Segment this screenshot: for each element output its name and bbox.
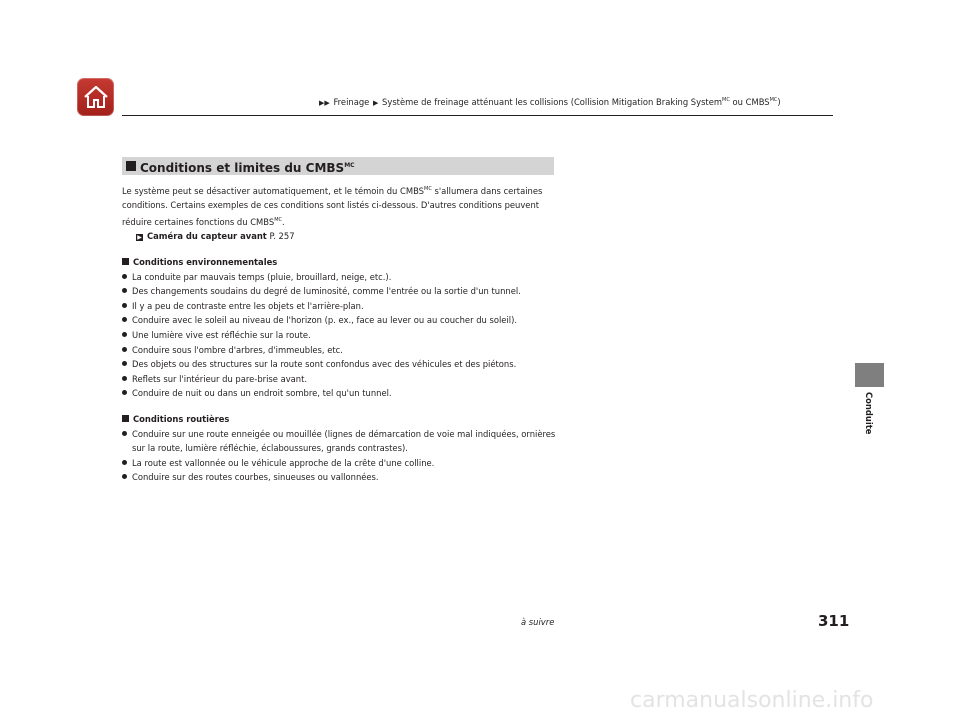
list-item: Des changements soudains du degré de luminosité, comme l'entrée ou la sortie d'un tunnel. bbox=[122, 284, 567, 299]
section-title: Conditions et limites du $CMBS^{MC}$ bbox=[140, 161, 355, 175]
main-content bbox=[122, 182, 567, 485]
list-item: Conduire avec le soleil au niveau de l'horizon (p. ex., face au lever ou au coucher du soleil). bbox=[122, 313, 567, 328]
chapter-tab[interactable] bbox=[855, 363, 884, 387]
page-number: 311 bbox=[818, 612, 850, 630]
reference-arrow-icon: ▶ bbox=[137, 234, 142, 242]
breadcrumb-item-cmbs[interactable]: Système de freinage atténuant les collisions (Collision Mitigation Braking System$^{MC}$ ou $CMBS^{MC}$) bbox=[382, 96, 781, 107]
breadcrumb bbox=[318, 95, 781, 109]
list-item: Conduire de nuit ou dans un endroit sombre, tel qu'un tunnel. bbox=[122, 386, 567, 401]
list-item: Conduire sur une route enneigée ou mouillée (lignes de démarcation de voie mal indiquées, ornières sur la route, lumière réfléchie, éclaboussures, grands contrastes). bbox=[122, 427, 567, 456]
cross-reference-link[interactable]: ▶ Caméra du capteur avant P. 257 bbox=[137, 231, 295, 242]
home-button[interactable] bbox=[77, 78, 114, 116]
square-bullet-icon bbox=[122, 258, 129, 265]
breadcrumb-item-freinage[interactable]: Freinage bbox=[333, 96, 370, 107]
continued-label: à suivre bbox=[521, 617, 555, 627]
list-item: La route est vallonnée ou le véhicule approche de la crête d'une colline. bbox=[122, 456, 567, 471]
list-item: Conduire sous l'ombre d'arbres, d'immeubles, etc. bbox=[122, 343, 567, 358]
watermark: carmanualsonline.info bbox=[630, 688, 874, 713]
square-bullet-icon bbox=[126, 161, 136, 171]
square-bullet-icon bbox=[122, 415, 129, 422]
section-header bbox=[122, 157, 554, 175]
list-item: Une lumière vive est réfléchie sur la route. bbox=[122, 328, 567, 343]
env-conditions-list bbox=[122, 270, 567, 401]
breadcrumb-arrow-icon: ▶▶ bbox=[319, 98, 330, 107]
chapter-tab-label: Conduite bbox=[864, 392, 874, 435]
list-item: Conduire sur des routes courbes, sinueuses ou vallonnées. bbox=[122, 470, 567, 485]
list-item: Il y a peu de contraste entre les objets et l'arrière-plan. bbox=[122, 299, 567, 314]
list-item: Reflets sur l'intérieur du pare-brise avant. bbox=[122, 372, 567, 387]
header-rule bbox=[122, 115, 833, 116]
intro-paragraph: Le système peut se désactiver automatiquement, et le témoin du $CMBS^{MC}$ s'allumera dans certaines conditions. Certains exemples de ces conditions sont listés ci-dessous. D'autres conditions peuvent réduire certaines fonctions du $CMBS^{MC}$. bbox=[122, 185, 543, 227]
list-item: La conduite par mauvais temps (pluie, brouillard, neige, etc.). bbox=[122, 270, 567, 285]
env-conditions-heading: Conditions environnementales bbox=[122, 255, 567, 270]
breadcrumb-arrow-icon: ▶ bbox=[372, 98, 379, 107]
road-conditions-list bbox=[122, 427, 567, 485]
road-conditions-heading: Conditions routières bbox=[122, 412, 567, 427]
list-item: Des objets ou des structures sur la route sont confondus avec des véhicules et des piétons. bbox=[122, 357, 567, 372]
home-icon bbox=[83, 85, 109, 109]
